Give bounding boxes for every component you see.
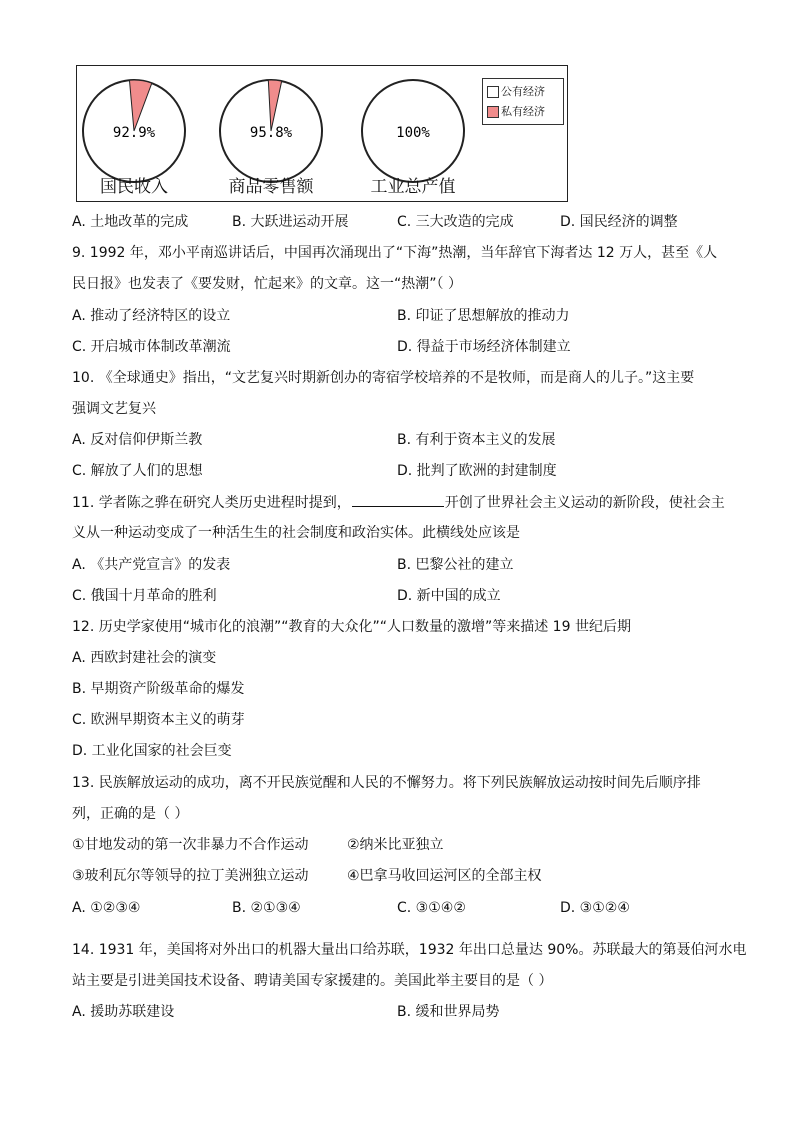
q14-option-a: A. 援助苏联建设 [72,1004,175,1020]
q11-stem-line [72,492,725,513]
q13-stem-line: 13. 民族解放运动的成功，离不开民族觉醒和人民的不懈努力。将下列民族解放运动按时间先后顺序排 [72,775,701,791]
q11-stem-part: 11. 学者陈之骅在研究人类历史进程时提到， [72,495,351,511]
q13-option-a: A. ①②③④ [72,900,141,916]
q11-stem-part: 开创了世界社会主义运动的新阶段，使社会主 [444,495,725,511]
q13-option-b: B. ②①③④ [232,900,301,916]
q8-option-a: A. 土地改革的完成 [72,214,189,230]
q8-option-b: B. 大跃进运动开展 [232,214,349,230]
q11-option-b: B. 巴黎公社的建立 [397,557,514,573]
q9-stem-line: 9. 1992 年，邓小平南巡讲话后，中国再次涌现出了“下海”热潮，当年辞官下海者达 12 万人，甚至《人 [72,245,718,261]
q10-option-d: D. 批判了欧洲的封建制度 [397,463,557,479]
q9-stem-line: 民日报》也发表了《要发财，忙起来》的文章。这一“热潮”（ ） [72,276,462,292]
q10-option-b: B. 有利于资本主义的发展 [397,432,556,448]
q12-option-a: A. 西欧封建社会的演变 [72,650,217,666]
q10-option-a: A. 反对信仰伊斯兰教 [72,432,203,448]
q13-option-d: D. ③①②④ [560,900,630,916]
q8-option-d: D. 国民经济的调整 [560,214,678,230]
q13-item-3: ③玻利瓦尔等领导的拉丁美洲独立运动 [72,868,309,884]
pie-percent-label: 92.9% [112,125,156,141]
answer-blank [352,492,444,507]
pie-percent-label: 100% [396,125,430,141]
pie-retail-sales [218,78,324,184]
q13-item-2: ②纳米比亚独立 [347,837,444,853]
legend-label: 私有经济 [501,105,545,118]
q14-option-b: B. 缓和世界局势 [397,1004,500,1020]
legend-label: 公有经济 [501,85,545,98]
q12-option-c: C. 欧洲早期资本主义的萌芽 [72,712,245,728]
q12-option-b: B. 早期资产阶级革命的爆发 [72,681,245,697]
pie-percent-label: 95.8% [249,125,293,141]
q9-option-a: A. 推动了经济特区的设立 [72,308,231,324]
q13-option-c: C. ③①④② [397,900,466,916]
pie-industrial-output [360,78,466,184]
q11-stem-line: 义从一种运动变成了一种活生生的社会制度和政治实体。此横线处应该是 [72,525,520,541]
legend-item-private [487,103,545,119]
q10-stem-line: 强调文艺复兴 [72,401,156,417]
q11-option-d: D. 新中国的成立 [397,588,501,604]
q10-stem-line: 10. 《全球通史》指出，“文艺复兴时期新创办的寄宿学校培养的不是牧师，而是商人的儿子。”这主要 [72,370,695,386]
q14-stem-line: 14. 1931 年，美国将对外出口的机器大量出口给苏联，1932 年出口总量达 90%。苏联最大的第聂伯河水电 [72,942,747,958]
economy-share-figure [76,65,568,202]
legend-item-public [487,83,545,99]
pie-caption: 商品零售额 [228,177,314,197]
pie-caption: 工业总产值 [370,177,456,197]
pie-caption: 国民收入 [100,177,168,197]
q10-option-c: C. 解放了人们的思想 [72,463,203,479]
q11-option-a: A. 《共产党宣言》的发表 [72,557,231,573]
legend [482,78,564,125]
q9-option-b: B. 印证了思想解放的推动力 [397,308,570,324]
q13-stem-line: 列，正确的是（ ） [72,806,189,822]
q9-option-d: D. 得益于市场经济体制建立 [397,339,571,355]
q13-item-1: ①甘地发动的第一次非暴力不合作运动 [72,837,309,853]
legend-swatch [487,106,499,118]
q9-option-c: C. 开启城市体制改革潮流 [72,339,231,355]
q8-option-c: C. 三大改造的完成 [397,214,514,230]
pie-national-income [81,78,187,184]
q12-option-d: D. 工业化国家的社会巨变 [72,743,232,759]
q14-stem-line: 站主要是引进美国技术设备、聘请美国专家援建的。美国此举主要目的是（ ） [72,973,553,989]
legend-swatch [487,86,499,98]
q13-item-4: ④巴拿马收回运河区的全部主权 [347,868,542,884]
q11-option-c: C. 俄国十月革命的胜利 [72,588,217,604]
q12-stem-line: 12. 历史学家使用“城市化的浪潮”“教育的大众化”“人口数量的激增”等来描述 19 世纪后期 [72,619,631,635]
